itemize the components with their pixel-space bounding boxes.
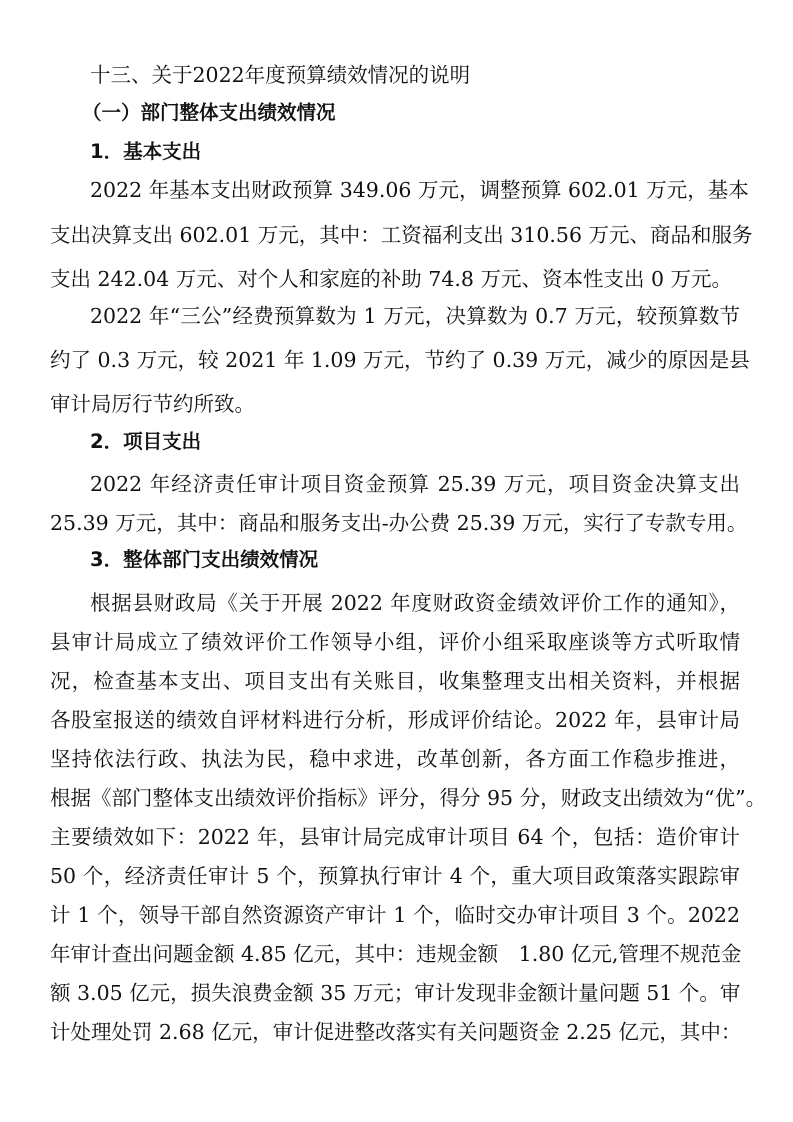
section-title: 十三、关于2022年度预算绩效情况的说明 (90, 63, 471, 87)
paragraph-line: 计 1 个，领导干部自然资源资产审计 1 个，临时交办审计项目 3 个。2022 (50, 903, 740, 927)
part-2-heading: 2．项目支出 (90, 430, 202, 453)
paragraph-line: 况，检查基本支出、项目支出有关账目，收集整理支出相关资料，并根据 (50, 669, 740, 693)
paragraph-line: 坚持依法行政、执法为民，稳中求进，改革创新，各方面工作稳步推进， (50, 747, 740, 771)
paragraph-line: 根据县财政局《关于开展 2022 年度财政资金绩效评价工作的通知》， (90, 591, 740, 615)
part-3-heading: 3．整体部门支出绩效情况 (90, 548, 319, 571)
paragraph-line: 各股室报送的绩效自评材料进行分析，形成评价结论。2022 年，县审计局 (50, 708, 740, 732)
paragraph-line: 审计局厉行节约所致。 (50, 392, 255, 416)
part-1-heading: 1．基本支出 (90, 140, 202, 163)
paragraph-line: 支出 242.04 万元、对个人和家庭的补助 74.8 万元、资本性支出 0 万元。 (50, 267, 733, 291)
subsection-heading: （一）部门整体支出绩效情况 (82, 101, 336, 124)
paragraph-line: 支出决算支出 602.01 万元，其中：工资福利支出 310.56 万元、商品和服务 (50, 223, 753, 247)
paragraph-line: 25.39 万元，其中：商品和服务支出-办公费 25.39 万元，实行了专款专用。 (50, 511, 748, 535)
paragraph-line: 年审计查出问题金额 4.85 亿元，其中：违规金额 1.80 亿元,管理不规范金 (50, 942, 742, 966)
paragraph-line: 2022 年经济责任审计项目资金预算 25.39 万元，项目资金决算支出 (90, 472, 740, 496)
paragraph-line: 50 个，经济责任审计 5 个，预算执行审计 4 个，重大项目政策落实跟踪审 (50, 864, 740, 888)
paragraph-line: 主要绩效如下：2022 年，县审计局完成审计项目 64 个，包括：造价审计 (50, 825, 740, 849)
paragraph-line: 额 3.05 亿元，损失浪费金额 35 万元；审计发现非金额计量问题 51 个。审 (50, 981, 741, 1005)
paragraph-line: 县审计局成立了绩效评价工作领导小组，评价小组采取座谈等方式听取情 (50, 630, 740, 654)
paragraph-line: 计处理处罚 2.68 亿元，审计促进整改落实有关问题资金 2.25 亿元，其中： (50, 1020, 742, 1044)
paragraph-line: 2022 年基本支出财政预算 349.06 万元，调整预算 602.01 万元，基本 (90, 178, 749, 202)
paragraph-line: 根据《部门整体支出绩效评价指标》评分，得分 95 分，财政支出绩效为“优”。 (50, 786, 767, 810)
paragraph-line: 约了 0.3 万元，较 2021 年 1.09 万元，节约了 0.39 万元，减少的原因是县 (50, 348, 750, 372)
paragraph-line: 2022 年“三公”经费预算数为 1 万元，决算数为 0.7 万元，较预算数节 (90, 304, 740, 328)
